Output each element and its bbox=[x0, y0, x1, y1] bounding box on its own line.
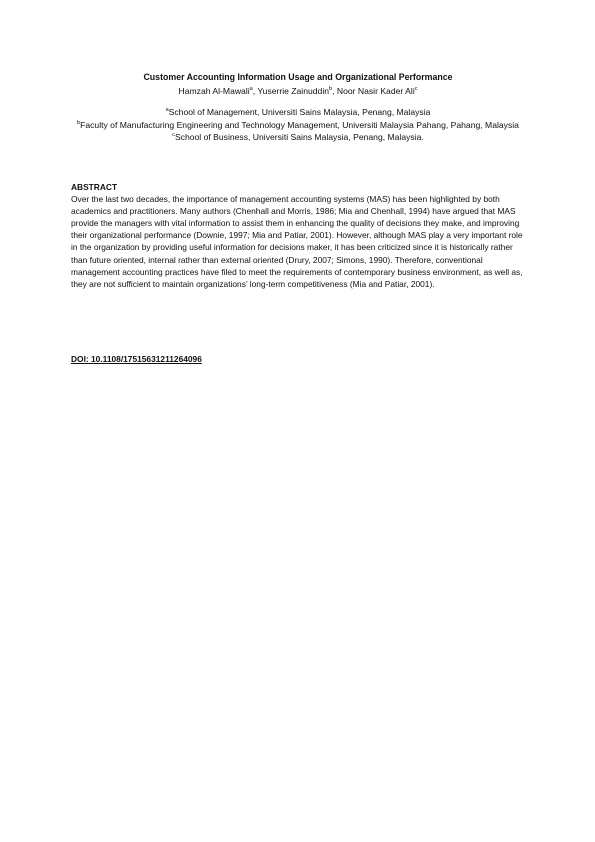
paper-title: Customer Accounting Information Usage and Organizational Performance bbox=[143, 72, 453, 82]
abstract-heading: ABSTRACT bbox=[71, 182, 118, 192]
author-affiliation-mark: c bbox=[414, 85, 418, 92]
doi-link[interactable]: DOI: 10.1108/17515631211264096 bbox=[71, 354, 202, 364]
author-name: Yuserrie Zainuddin bbox=[257, 85, 330, 96]
abstract-body: Over the last two decades, the importance of management accounting systems (MAS) has been highlighted by both academics and practitioners. Many authors (Chenhall and Morris, 1986; Mia and Chenhall, 1994) have argued that MAS provide the managers with vital information to assist them in enhancing the quality of decisions they make, and improving their organizational performance (Downie, 1997; Mia and Patiar, 2001). However, although MAS play a very important role in the organization by providing useful information for decisions maker, it has been criticized since it is historically rather than future oriented, internal rather than external oriented (Drury, 2007; Simons, 1990). Therefore, conventional management accounting practices have filed to meet the requirements of contemporary business environment, as well as, they are not sufficient to maintain organizations’ long-term competitiveness (Mia and Patiar, 2001). bbox=[71, 194, 523, 289]
affiliation-mark: b bbox=[77, 119, 81, 126]
author-separator: , bbox=[252, 85, 258, 96]
affiliation-mark: a bbox=[165, 107, 169, 114]
affiliation-c bbox=[60, 131, 536, 144]
author-name: Noor Nasir Kader Ali bbox=[336, 85, 415, 96]
affiliation-a bbox=[60, 106, 536, 119]
affiliation-text: School of Management, Universiti Sains Malaysia, Penang, Malaysia bbox=[168, 107, 431, 118]
author-separator: , bbox=[332, 85, 337, 96]
author-name: Hamzah Al-Mawali bbox=[178, 85, 250, 96]
paper-header bbox=[60, 71, 536, 144]
affiliation-text: Faculty of Manufacturing Engineering and Technology Management, Universiti Malaysia Pahang, Pahang, Malaysia bbox=[80, 119, 519, 130]
author-list bbox=[60, 85, 536, 98]
affiliation-mark: c bbox=[172, 132, 175, 139]
affiliation-text: School of Business, Universiti Sains Malaysia, Penang, Malaysia. bbox=[174, 132, 424, 143]
author-affiliation-mark: b bbox=[329, 85, 333, 92]
abstract-section bbox=[71, 181, 531, 290]
author-affiliation-mark: a bbox=[249, 85, 253, 92]
affiliation-b bbox=[60, 119, 536, 132]
